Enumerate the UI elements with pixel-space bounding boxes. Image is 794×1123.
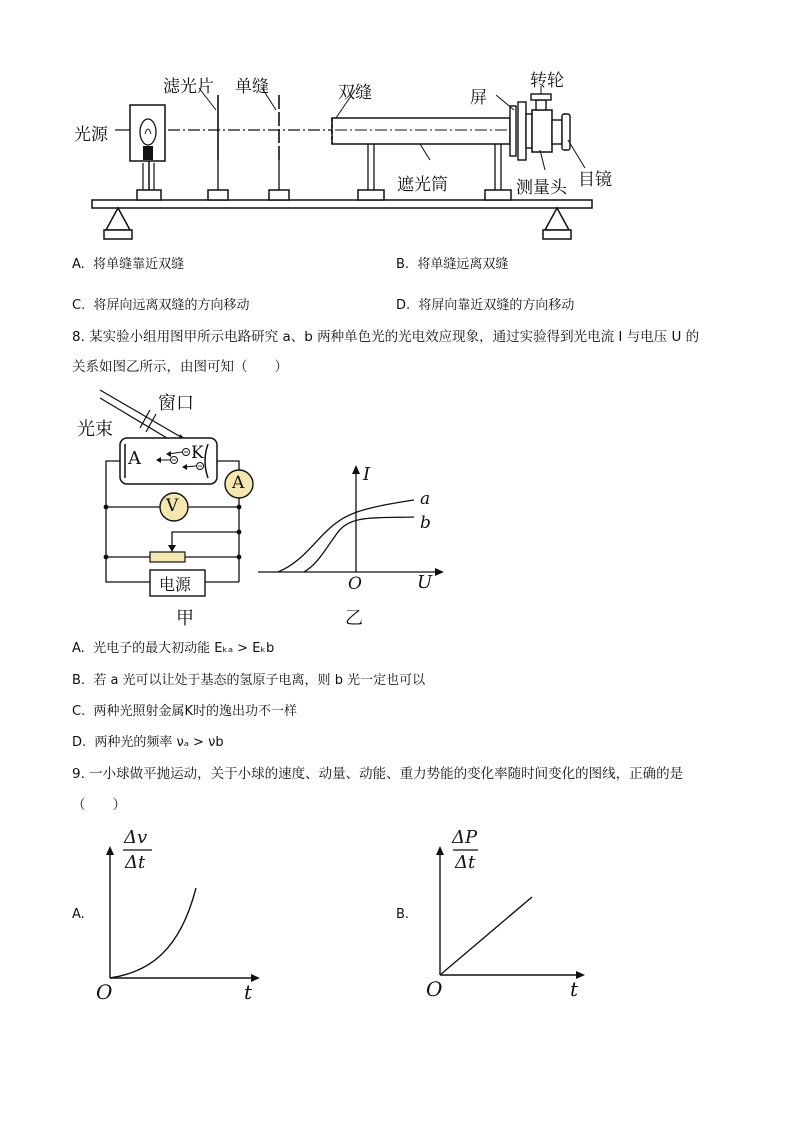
graph-b-origin: O — [426, 977, 443, 1001]
voltmeter-label: V — [166, 496, 179, 516]
q8-stem-line1: 8. 某实验小组用图甲所示电路研究 a、b 两种单色光的光电效应现象，通过实验得到光电流 I 与电压 U 的 — [72, 329, 700, 345]
screen-label: 屏 — [470, 88, 487, 108]
light-source-label: 光源 — [74, 125, 108, 145]
fig-jia-caption: 甲 — [176, 608, 194, 629]
wheel-label: 转轮 — [530, 71, 564, 91]
q9-stem-line2: （ ） — [72, 797, 126, 813]
double-slit-label: 双缝 — [338, 83, 372, 103]
q7-option-a[interactable]: A. 将单缝靠近双缝 — [72, 257, 185, 272]
graph-a-y-den: Δt — [125, 852, 146, 873]
q8-option-a[interactable]: A. 光电子的最大初动能 Eₖₐ > Eₖb — [72, 641, 275, 656]
window-label: 窗口 — [158, 393, 194, 414]
shade-tube-label: 遮光筒 — [397, 175, 448, 195]
q7-option-b[interactable]: B. 将单缝远离双缝 — [396, 257, 509, 272]
filter-label: 滤光片 — [163, 77, 214, 97]
curve-a-label: a — [420, 489, 431, 509]
graph-a-y-num: Δv — [124, 827, 148, 848]
cathode-label: K — [191, 443, 204, 463]
q8-option-d[interactable]: D. 两种光的频率 νₐ > νb — [72, 735, 224, 750]
q8-stem-line2: 关系如图乙所示，由图可知（ ） — [72, 359, 288, 375]
graph-a-origin: O — [96, 980, 113, 1004]
fig-yi-caption: 乙 — [345, 608, 363, 629]
q9-option-b-key: B. — [396, 907, 410, 922]
q9-stem-line1: 9. 一小球做平抛运动，关于小球的速度、动量、动能、重力势能的变化率随时间变化的图线，正确的是 — [72, 766, 684, 782]
i-axis-label: I — [363, 464, 371, 485]
ammeter-label: A — [232, 473, 245, 493]
graph-b-line — [440, 897, 532, 975]
u-axis-label: U — [417, 572, 433, 593]
graph-b-y-num: ΔP — [452, 827, 478, 848]
beam-label: 光束 — [77, 419, 113, 440]
q7-option-c[interactable]: C. 将屏向远离双缝的方向移动 — [72, 298, 250, 313]
q8-option-c[interactable]: C. 两种光照射金属K时的逸出功不一样 — [72, 704, 298, 719]
eyepiece-label: 目镜 — [578, 170, 612, 190]
graph-a-x: t — [244, 980, 253, 1004]
curve-b-label: b — [420, 513, 431, 533]
anode-label: A — [128, 448, 141, 469]
q9-option-a-key: A. — [72, 907, 85, 922]
q7-option-d[interactable]: D. 将屏向靠近双缝的方向移动 — [396, 298, 575, 313]
power-label: 电源 — [159, 575, 192, 594]
graph-b-y-den: Δt — [455, 852, 476, 873]
q8-option-b[interactable]: B. 若 a 光可以让处于基态的氢原子电离，则 b 光一定也可以 — [72, 673, 426, 688]
graph-b-x: t — [570, 977, 579, 1001]
measure-head-label: 测量头 — [516, 178, 567, 198]
single-slit-label: 单缝 — [235, 77, 269, 97]
origin-label: O — [348, 574, 362, 594]
